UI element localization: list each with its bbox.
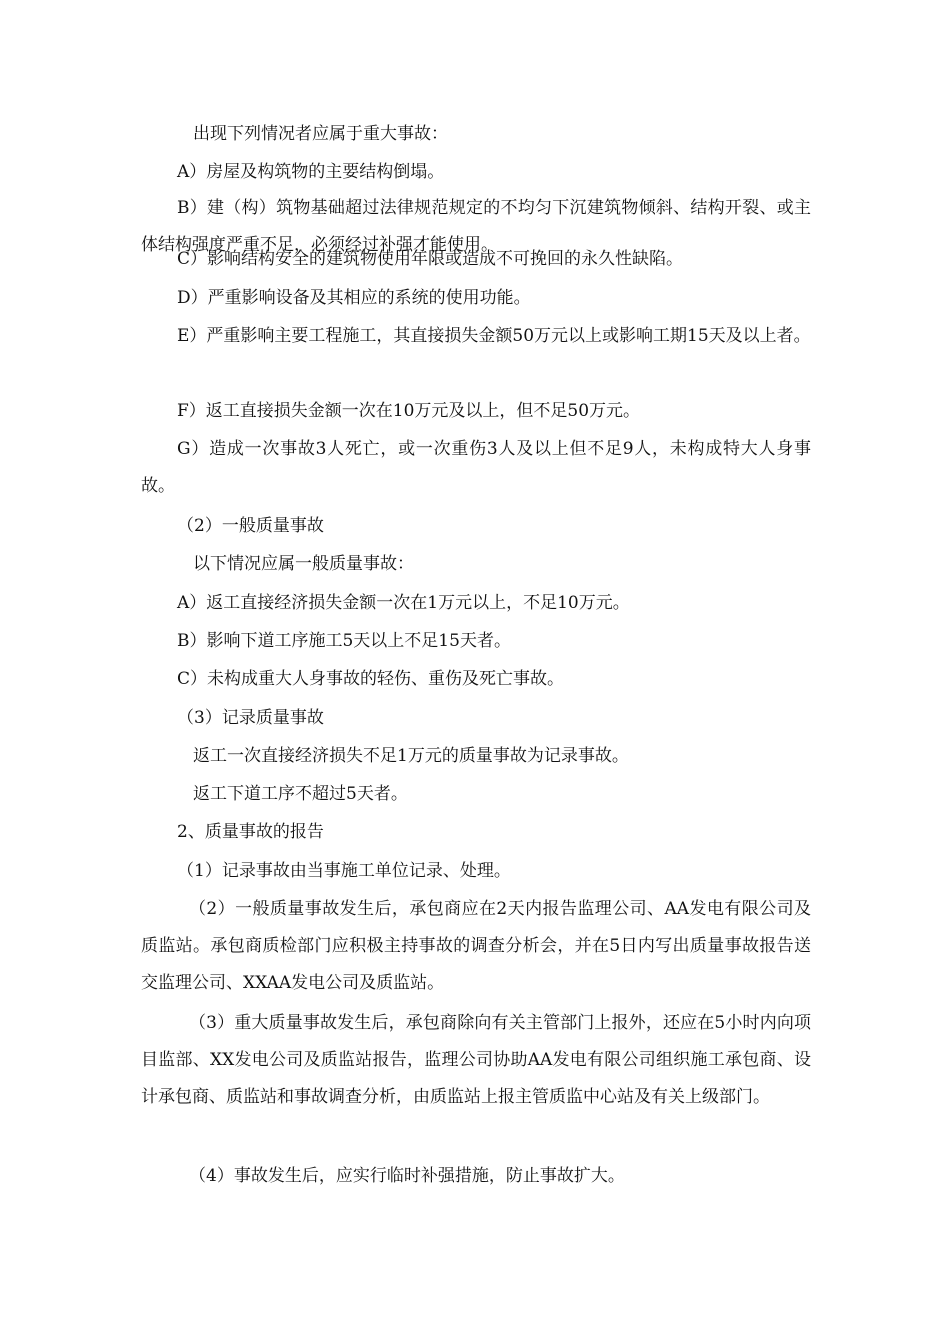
paragraph-major-f: F）返工直接损失金额一次在10万元及以上，但不足50万元。 [177,401,641,421]
paragraph-general-a: A）返工直接经济损失金额一次在1万元以上，不足10万元。 [177,593,630,613]
paragraph-major-d: D）严重影响设备及其相应的系统的使用功能。 [177,288,531,308]
paragraph-general-intro: 以下情况应属一般质量事故： [193,554,414,574]
paragraph-major-b: B）建（构）筑物基础超过法律规范规定的不均匀下沉建筑物倾斜、结构开裂、或主体结构强度严重不足，必须经过补强才能使用。 [141,198,811,255]
paragraph-heading-record: （3）记录质量事故 [177,708,324,728]
paragraph-report-3: （3）重大质量事故发生后，承包商除向有关主管部门上报外，还应在5小时内向项目监部、XX发电公司及质监站报告，监理公司协助AA发电有限公司组织施工承包商、设计承包商、质监站和事故调查分析，由质监站上报主管质监中心站及有关上级部门。 [141,1013,811,1107]
paragraph-report-4: （4）事故发生后，应实行临时补强措施，防止事故扩大。 [189,1166,625,1186]
paragraph-major-a: A）房屋及构筑物的主要结构倒塌。 [177,162,445,182]
paragraph-report-1: （1）记录事故由当事施工单位记录、处理。 [177,861,511,881]
paragraph-major-e: E）严重影响主要工程施工，其直接损失金额50万元以上或影响工期15天及以上者。 [177,326,811,346]
paragraph-record-a: 返工一次直接经济损失不足1万元的质量事故为记录事故。 [193,746,629,766]
paragraph-major-g: G）造成一次事故3人死亡，或一次重伤3人及以上但不足9人，未构成特大人身事故。 [141,439,811,496]
paragraph-heading-general: （2）一般质量事故 [177,516,324,536]
paragraph-report-2: （2）一般质量事故发生后，承包商应在2天内报告监理公司、AA发电有限公司及质监站。承包商质检部门应积极主持事故的调查分析会，并在5日内写出质量事故报告送交监理公司、XXAA发电公司及质监站。 [141,899,811,993]
paragraph-general-b: B）影响下道工序施工5天以上不足15天者。 [177,631,511,651]
paragraph-heading-major: 出现下列情况者应属于重大事故： [193,124,448,144]
paragraph-record-b: 返工下道工序不超过5天者。 [193,784,408,804]
paragraph-general-c: C）未构成重大人身事故的轻伤、重伤及死亡事故。 [177,669,565,689]
paragraph-heading-report: 2、质量事故的报告 [177,822,324,842]
paragraph-major-c: C）影响结构安全的建筑物使用年限或造成不可挽回的永久性缺陷。 [177,249,684,269]
